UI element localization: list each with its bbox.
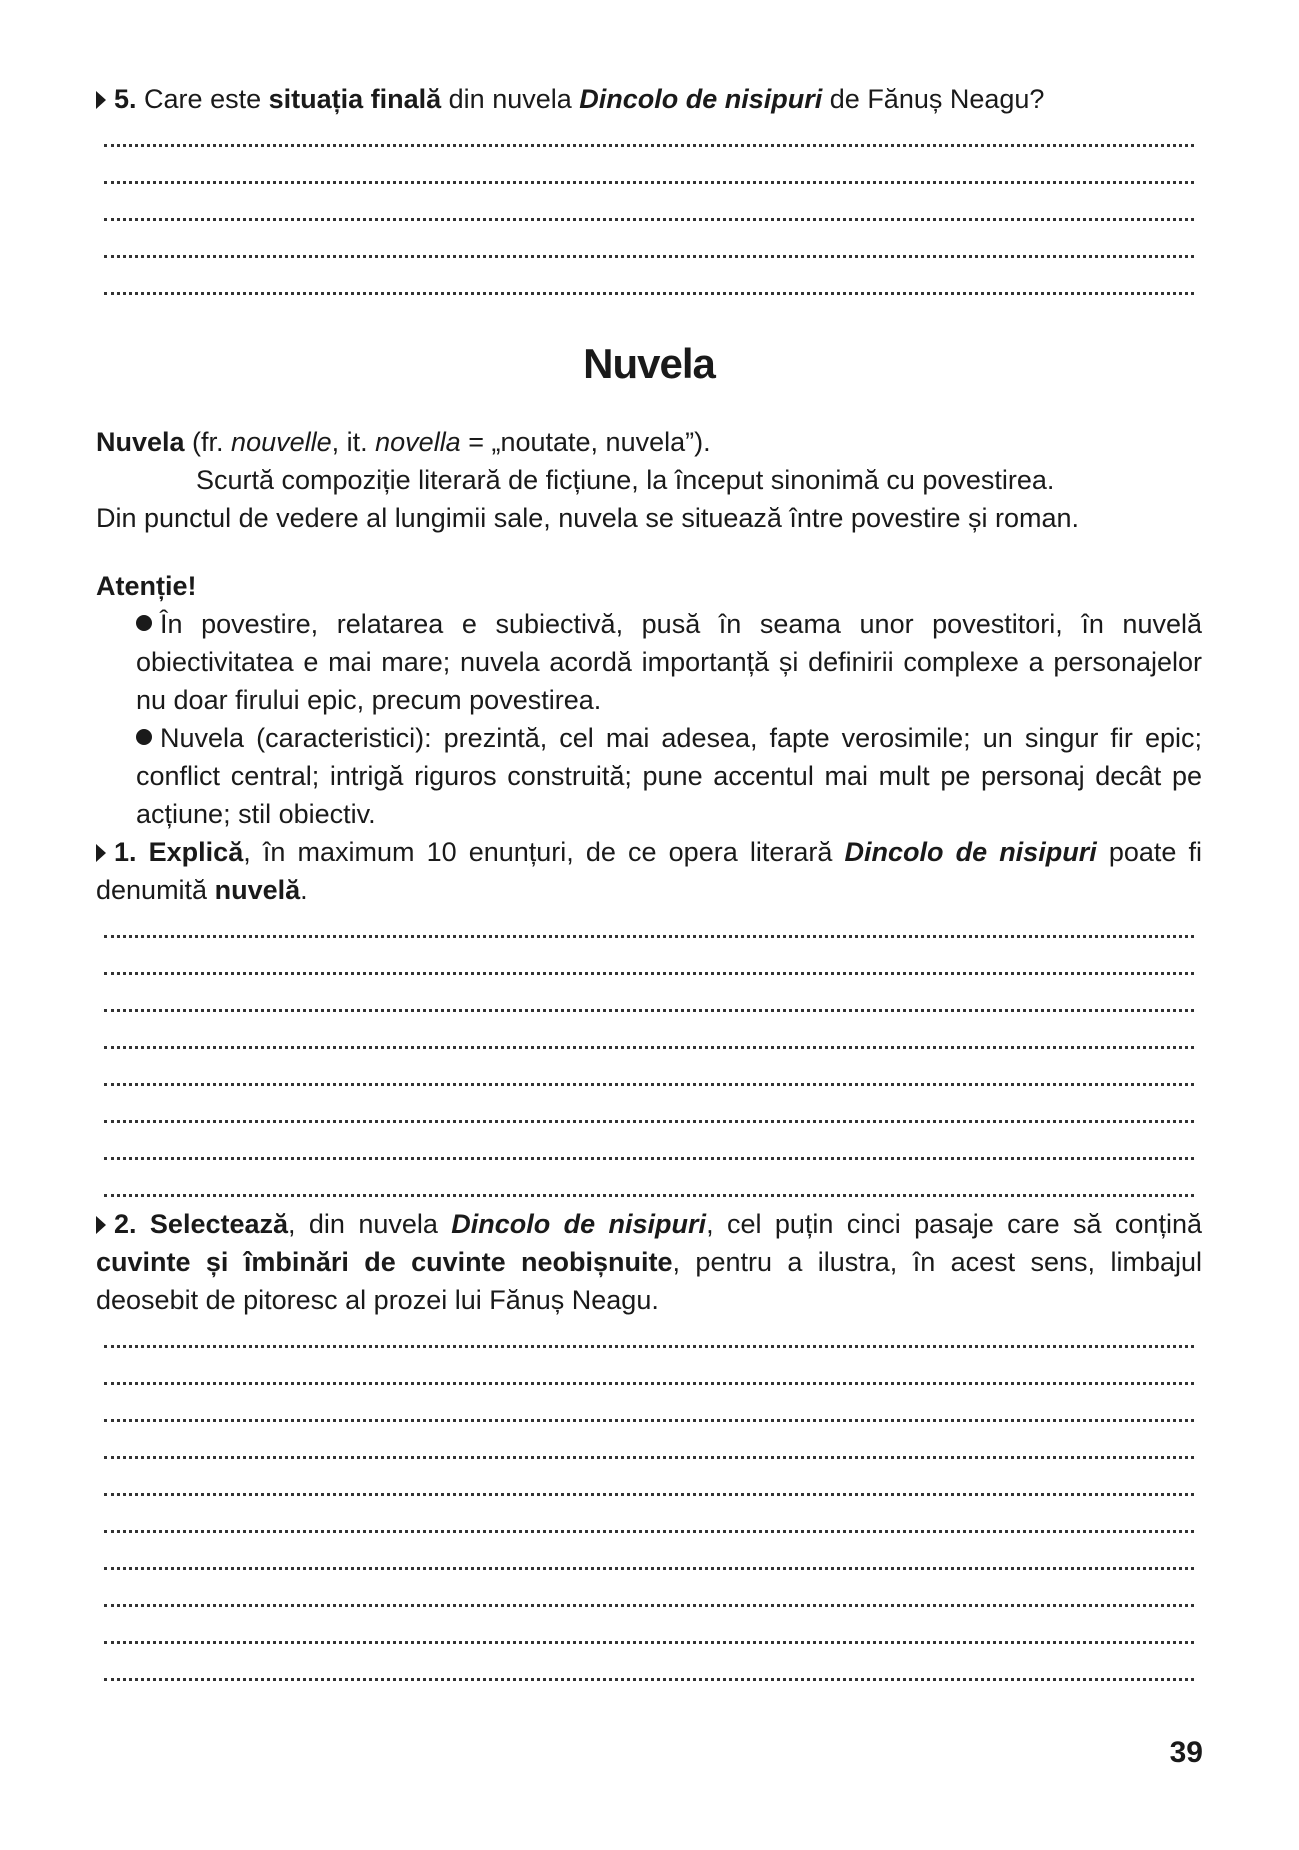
dot-bullet-icon xyxy=(136,615,152,631)
attention-bullet-1: În povestire, relatarea e subiectivă, pusă în seama unor povestitori, în nuvelă obiectivitatea e mai mare; nuvela acordă importanță și definirii complexe a personajelor nu doar firului epic, precum povestirea. xyxy=(136,609,1202,715)
answer-line[interactable] xyxy=(96,155,1202,192)
answer-line[interactable] xyxy=(96,118,1202,155)
page-number: 39 xyxy=(1169,1736,1203,1769)
triangle-bullet-icon xyxy=(96,1216,106,1234)
answer-line[interactable] xyxy=(96,1430,1202,1467)
answer-line[interactable] xyxy=(96,909,1202,946)
triangle-bullet-icon xyxy=(96,91,106,109)
dot-bullet-icon xyxy=(136,729,152,745)
answer-line[interactable] xyxy=(96,983,1202,1020)
attention-label: Atenție! xyxy=(96,571,197,601)
answer-line[interactable] xyxy=(96,946,1202,983)
answer-line[interactable] xyxy=(96,1057,1202,1094)
answer-line[interactable] xyxy=(96,1131,1202,1168)
triangle-bullet-icon xyxy=(96,844,106,862)
answer-line[interactable] xyxy=(96,1652,1202,1689)
answer-line[interactable] xyxy=(96,266,1202,303)
answer-line[interactable] xyxy=(96,1168,1202,1205)
answer-line[interactable] xyxy=(96,1541,1202,1578)
answer-line[interactable] xyxy=(96,1615,1202,1652)
answer-lines-q5[interactable] xyxy=(96,118,1202,303)
answer-line[interactable] xyxy=(96,1319,1202,1356)
question-2: 2. Selectează, din nuvela Dincolo de nisipuri, cel puțin cinci pasaje care să conțină cuvinte și îmbinări de cuvinte neobișnuite, pentru a ilustra, în acest sens, limbajul deosebit de pitoresc al prozei lui Fănuș Neagu. xyxy=(96,1209,1202,1315)
answer-lines-q1[interactable] xyxy=(96,909,1202,1205)
answer-line[interactable] xyxy=(96,1356,1202,1393)
worksheet-page xyxy=(96,0,1202,1689)
answer-line[interactable] xyxy=(96,1578,1202,1615)
section-title: Nuvela xyxy=(583,340,715,387)
definition-line-2: Scurtă compoziție literară de ficțiune, la început sinonimă cu povestirea. xyxy=(196,465,1055,495)
answer-line[interactable] xyxy=(96,1020,1202,1057)
attention-notes xyxy=(96,605,1202,833)
answer-line[interactable] xyxy=(96,1393,1202,1430)
definition-line-3: Din punctul de vedere al lungimii sale, nuvela se situează între povestire și roman. xyxy=(96,503,1080,533)
answer-line[interactable] xyxy=(96,192,1202,229)
answer-line[interactable] xyxy=(96,1467,1202,1504)
answer-line[interactable] xyxy=(96,1504,1202,1541)
answer-line[interactable] xyxy=(96,1094,1202,1131)
definition-line-1: Nuvela (fr. nouvelle, it. novella = „noutate, nuvela”). xyxy=(96,427,711,457)
attention-bullet-2: Nuvela (caracteristici): prezintă, cel mai adesea, fapte verosimile; un singur fir epic; conflict central; intrigă riguros construită; pune accentul mai mult pe personaj decât pe acțiune; stil obiectiv. xyxy=(136,723,1202,829)
question-1: 1. Explică, în maximum 10 enunțuri, de ce opera literară Dincolo de nisipuri poate fi denumită nuvelă. xyxy=(96,837,1202,905)
answer-lines-q2[interactable] xyxy=(96,1319,1202,1689)
question-5: 5. Care este situația finală din nuvela Dincolo de nisipuri de Fănuș Neagu? xyxy=(96,80,1202,118)
answer-line[interactable] xyxy=(96,229,1202,266)
